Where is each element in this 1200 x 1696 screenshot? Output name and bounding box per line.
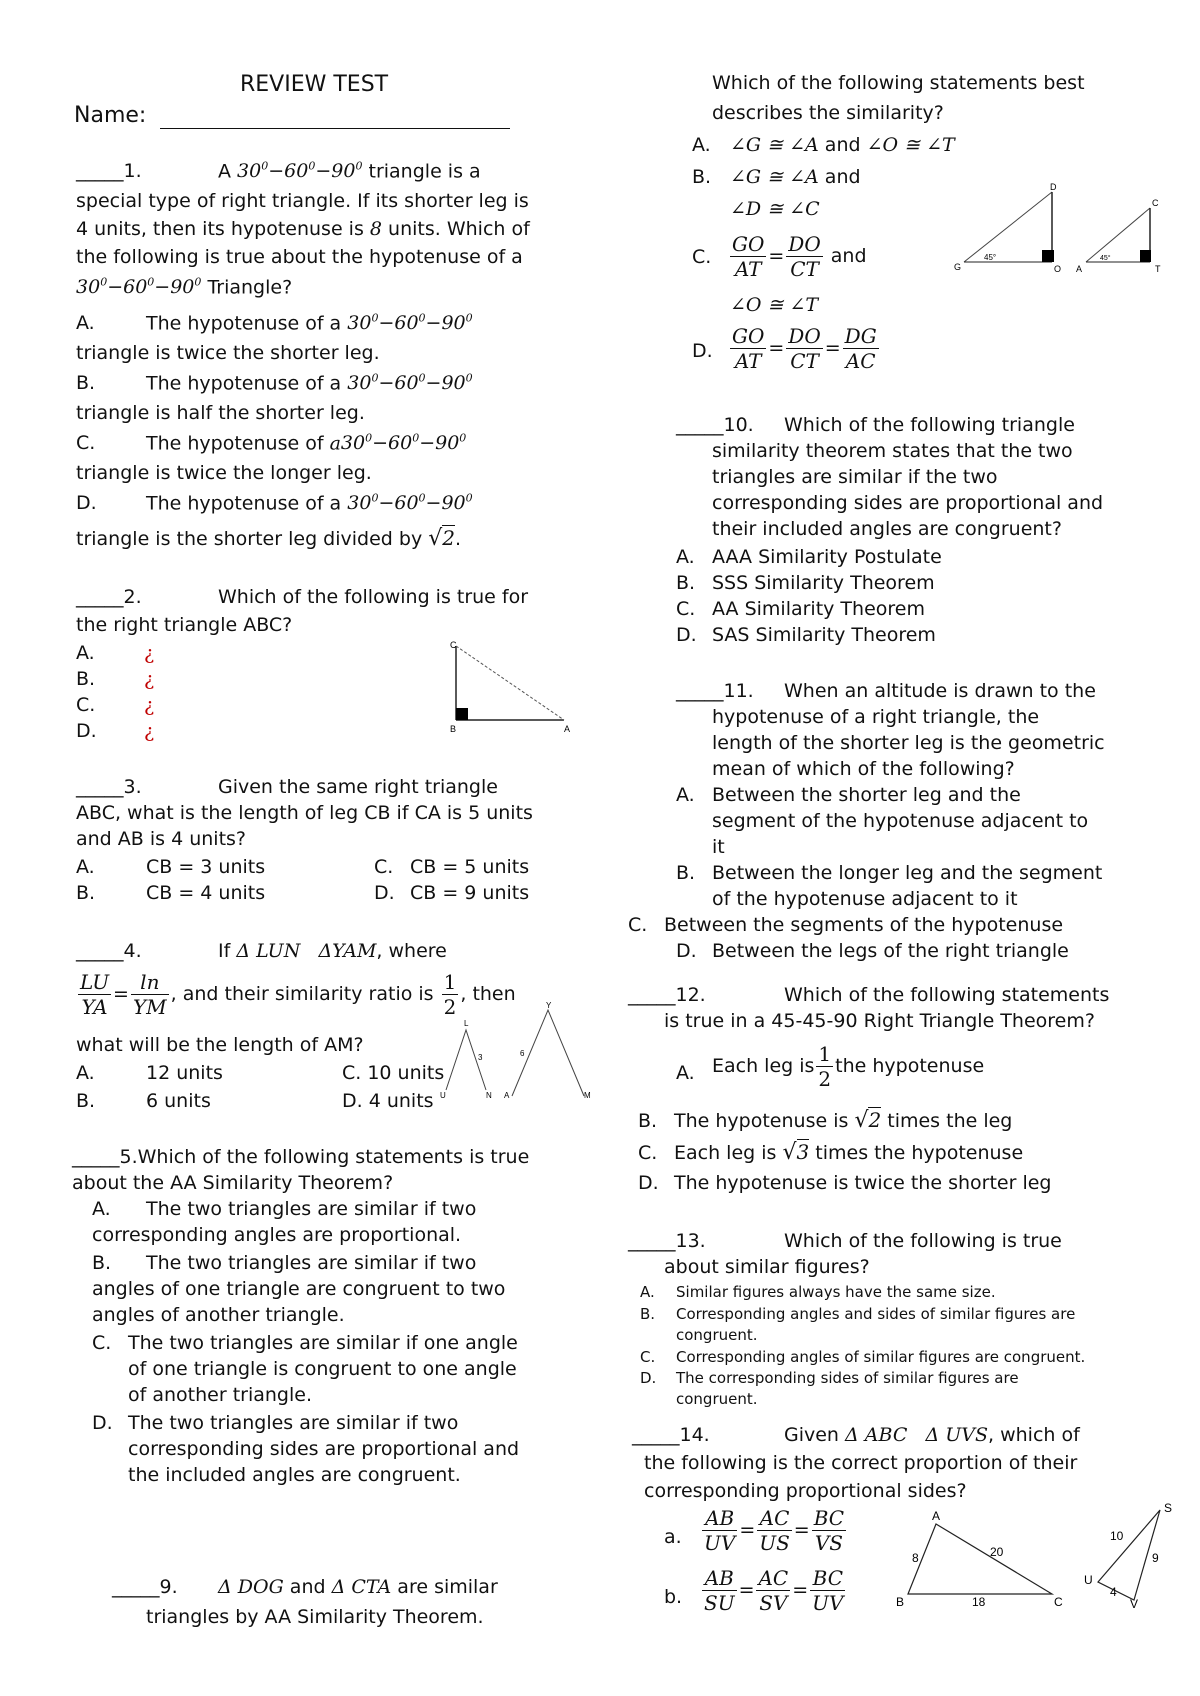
choice-text: $\frac{GO}{AT}$ = $\frac{DO}{CT}$ and: [732, 232, 867, 281]
choice-letter[interactable]: B.: [676, 862, 696, 884]
choice-text: corresponding sides are proportional and: [128, 1438, 520, 1460]
q14-stem-line1: Given Δ ABC Δ UVS, which of: [784, 1424, 1080, 1446]
choice-letter[interactable]: b.: [664, 1586, 683, 1608]
choice-letter[interactable]: C.: [638, 1142, 658, 1164]
choice-text: ∠G ≅ ∠A and: [730, 166, 861, 188]
q3-stem-line2: ABC, what is the length of leg CB if CA is 5 units: [76, 802, 533, 824]
choice-letter[interactable]: A.: [676, 1062, 695, 1084]
vertex-label: B: [450, 724, 457, 734]
choice-text: Between the shorter leg and the: [712, 784, 1021, 806]
choice-letter[interactable]: D.: [692, 340, 713, 362]
svg-text:4: 4: [1110, 1585, 1117, 1599]
choice-letter[interactable]: C.: [76, 432, 96, 454]
choice-text: AAA Similarity Postulate: [712, 546, 942, 568]
svg-text:10: 10: [1110, 1529, 1124, 1543]
svg-text:L: L: [464, 1019, 469, 1028]
choice-letter[interactable]: D.: [640, 1369, 657, 1387]
choice-text: ∠O ≅ ∠T: [730, 294, 819, 316]
choice-text: of the hypotenuse adjacent to it: [712, 888, 1018, 910]
svg-text:C: C: [1152, 198, 1159, 208]
choice-text: Each leg is √3 times the hypotenuse: [674, 1140, 1024, 1165]
choice-text: triangle is twice the shorter leg.: [76, 342, 380, 364]
svg-text:D: D: [1050, 182, 1057, 192]
q12-stem: is true in a 45-45-90 Right Triangle Theorem?: [664, 1010, 1095, 1032]
triangle-abc-figure: [886, 1508, 1066, 1608]
choice-letter[interactable]: A.: [676, 784, 695, 806]
choice-text: Similar figures always have the same size.: [676, 1283, 996, 1301]
choice-text: ∠G ≅ ∠A and ∠O ≅ ∠T: [730, 134, 955, 156]
choice-letter[interactable]: C.: [76, 694, 96, 716]
svg-text:N: N: [486, 1091, 492, 1100]
svg-text:U: U: [1084, 1573, 1093, 1587]
q12-stem: Which of the following statements: [784, 984, 1110, 1006]
choice-letter[interactable]: D.: [676, 624, 697, 646]
choice-text: The corresponding sides of similar figures are: [676, 1369, 1019, 1387]
svg-text:Y: Y: [546, 1001, 552, 1010]
choice-text: ¿: [144, 668, 155, 690]
q3-stem-line3: and AB is 4 units?: [76, 828, 246, 850]
choice-text: The hypotenuse is √2 times the leg: [674, 1108, 1013, 1133]
choice-text: of one triangle is congruent to one angle: [128, 1358, 517, 1380]
triangle-uvs-figure: [1074, 1500, 1184, 1610]
choice-text: CB = 9 units: [410, 882, 530, 904]
svg-text:A: A: [504, 1091, 510, 1100]
q13-stem: about similar figures?: [664, 1256, 870, 1278]
choice-letter[interactable]: B.: [92, 1252, 112, 1274]
choice-letter[interactable]: B.: [692, 166, 712, 188]
q4-stem-line1: If Δ LUN ΔYAM, where: [218, 940, 447, 962]
answer-blank[interactable]: _____10.: [676, 414, 754, 436]
q11-stem: length of the shorter leg is the geometric: [712, 732, 1105, 754]
choice-letter[interactable]: D.: [76, 492, 97, 514]
vertex-label: A: [564, 724, 571, 734]
choice-text: Between the legs of the right triangle: [712, 940, 1069, 962]
choice-text: $\frac{GO}{AT}$ = $\frac{DO}{CT}$ = $\frac{DG}{AC}$: [732, 324, 877, 373]
q3-stem-line1: Given the same right triangle: [218, 776, 498, 798]
choice-text: ¿: [144, 720, 155, 742]
choice-letter[interactable]: C.: [640, 1348, 656, 1366]
q9-stem-line4: describes the similarity?: [712, 102, 944, 124]
choice-text: $\frac{AB}{SU}$ = $\frac{AC}{SV}$ = $\frac{BC}{UV}$: [704, 1566, 844, 1615]
choice-text: SAS Similarity Theorem: [712, 624, 936, 646]
choice-text: segment of the hypotenuse adjacent to: [712, 810, 1089, 832]
q1-stem-line5: $30^0-60^0-90^0$ Triangle?: [76, 276, 293, 299]
answer-blank[interactable]: _____5.Which of the following statements is true: [72, 1146, 530, 1168]
q10-stem: corresponding sides are proportional and: [712, 492, 1104, 514]
answer-blank[interactable]: _____3.: [76, 776, 142, 798]
q13-stem: Which of the following is true: [784, 1230, 1062, 1252]
triangles-lun-yam-figure: [436, 1000, 596, 1100]
q14-stem-line2: the following is the correct proportion of their: [644, 1452, 1078, 1474]
right-triangle-abc-figure: [440, 636, 580, 736]
choice-letter[interactable]: A.: [76, 856, 95, 878]
choice-text: The two triangles are similar if two: [128, 1412, 459, 1434]
choice-letter[interactable]: C.: [692, 246, 712, 268]
choice-text: ¿: [144, 694, 155, 716]
choice-text: CB = 5 units: [410, 856, 530, 878]
triangles-dog-cta-figure: [950, 182, 1174, 278]
choice-text: Each leg is $\frac{1}{2}$ the hypotenuse: [712, 1042, 985, 1091]
q4-stem-line3: what will be the length of AM?: [76, 1034, 364, 1056]
svg-text:18: 18: [972, 1595, 986, 1608]
choice-text: congruent.: [676, 1390, 758, 1408]
choice-letter[interactable]: B.: [640, 1305, 656, 1323]
choice-letter[interactable]: D.: [676, 940, 697, 962]
choice-text: of another triangle.: [128, 1384, 312, 1406]
answer-blank[interactable]: _____13.: [628, 1230, 706, 1252]
choice-text: The hypotenuse is twice the shorter leg: [674, 1172, 1052, 1194]
choice-text: it: [712, 836, 725, 858]
choice-text: The hypotenuse of a $30^0-60^0-90^0$: [146, 312, 473, 335]
q10-stem: Which of the following triangle: [784, 414, 1075, 436]
svg-text:O: O: [1054, 264, 1062, 274]
choice-text: congruent.: [676, 1326, 758, 1344]
choice-letter[interactable]: A.: [92, 1198, 111, 1220]
q4-stem-line2: $\frac{LU}{YA}$ = $\frac{\ln}{YM}$ , and their similarity ratio is $\frac{1}{2}$ , then: [80, 970, 516, 1019]
answer-blank[interactable]: _____14.: [632, 1424, 710, 1446]
svg-text:B: B: [896, 1595, 905, 1608]
choice-letter[interactable]: a.: [664, 1526, 682, 1548]
choice-letter[interactable]: B.: [76, 1090, 96, 1112]
answer-blank[interactable]: _____11.: [676, 680, 754, 702]
q11-stem: mean of which of the following?: [712, 758, 1015, 780]
choice-letter[interactable]: B.: [676, 572, 696, 594]
svg-text:9: 9: [1152, 1551, 1159, 1565]
choice-text: ¿: [144, 642, 155, 664]
vertex-label: C: [450, 640, 457, 650]
choice-text: The two triangles are similar if two: [146, 1252, 477, 1274]
q11-stem: When an altitude is drawn to the: [784, 680, 1096, 702]
q1-stem-line2: special type of right triangle. If its shorter leg is: [76, 190, 529, 212]
svg-text:S: S: [1164, 1501, 1173, 1515]
choice-text[interactable]: D. 4 units: [342, 1090, 434, 1112]
svg-text:A: A: [932, 1509, 941, 1523]
choice-letter[interactable]: B.: [76, 882, 96, 904]
choice-text: CB = 4 units: [146, 882, 266, 904]
q9-stem-line2: triangles by AA Similarity Theorem.: [146, 1606, 484, 1628]
choice-letter[interactable]: C.: [92, 1332, 112, 1354]
choice-text: 6 units: [146, 1090, 211, 1112]
choice-letter[interactable]: A.: [76, 642, 95, 664]
q1-stem-line3: 4 units, then its hypotenuse is 8 units. Which of: [76, 218, 530, 240]
choice-letter[interactable]: D.: [374, 882, 395, 904]
choice-text: Between the longer leg and the segment: [712, 862, 1103, 884]
svg-text:V: V: [1130, 1597, 1139, 1610]
choice-text: The hypotenuse of $a30^0-60^0-90^0$: [146, 432, 467, 455]
choice-letter[interactable]: D.: [76, 720, 97, 742]
choice-text: $\frac{AB}{UV}$ = $\frac{AC}{US}$ = $\frac{BC}{VS}$: [704, 1506, 845, 1555]
choice-text: Corresponding angles and sides of similar figures are: [676, 1305, 1076, 1323]
name-field[interactable]: [160, 128, 510, 129]
svg-text:M: M: [584, 1091, 591, 1100]
choice-letter[interactable]: C.: [374, 856, 394, 878]
svg-text:45°: 45°: [984, 253, 997, 262]
choice-text[interactable]: C. 10 units: [342, 1062, 445, 1084]
svg-text:8: 8: [912, 1551, 919, 1565]
name-label: Name:: [74, 103, 147, 128]
svg-text:G: G: [954, 262, 962, 272]
answer-blank[interactable]: _____2.: [76, 586, 142, 608]
q14-stem-line3: corresponding proportional sides?: [644, 1480, 967, 1502]
choice-letter[interactable]: D.: [92, 1412, 113, 1434]
page-title: REVIEW TEST: [240, 72, 389, 97]
choice-text: angles of another triangle.: [92, 1304, 345, 1326]
choice-text: CB = 3 units: [146, 856, 266, 878]
choice-letter[interactable]: C.: [676, 598, 696, 620]
svg-text:6: 6: [520, 1049, 525, 1058]
question-number: 1.: [123, 160, 142, 182]
choice-text: triangle is twice the longer leg.: [76, 462, 372, 484]
q1-stem-line1: A $30^0-60^0-90^0$ triangle is a: [218, 160, 481, 183]
choice-text: corresponding angles are proportional.: [92, 1224, 462, 1246]
answer-blank[interactable]: _____12.: [628, 984, 706, 1006]
choice-text: triangle is half the shorter leg.: [76, 402, 365, 424]
q9-stem-line1: Δ DOG and Δ CTA are similar: [218, 1576, 498, 1598]
choice-text: The two triangles are similar if two: [146, 1198, 477, 1220]
svg-text:A: A: [1076, 264, 1083, 274]
q5-stem-line2: about the AA Similarity Theorem?: [72, 1172, 394, 1194]
svg-text:3: 3: [478, 1053, 483, 1062]
answer-blank[interactable]: _____4.: [76, 940, 142, 962]
svg-text:U: U: [440, 1091, 446, 1100]
choice-letter[interactable]: A.: [76, 1062, 95, 1084]
choice-letter[interactable]: B.: [76, 668, 96, 690]
q11-stem: hypotenuse of a right triangle, the: [712, 706, 1040, 728]
choice-letter[interactable]: B.: [638, 1110, 658, 1132]
choice-letter[interactable]: C.: [628, 914, 648, 936]
choice-text: Corresponding angles of similar figures are congruent.: [676, 1348, 1086, 1366]
svg-text:45°: 45°: [1100, 255, 1111, 262]
choice-letter[interactable]: A.: [76, 312, 95, 334]
choice-letter[interactable]: B.: [76, 372, 96, 394]
choice-letter[interactable]: A.: [692, 134, 711, 156]
svg-text:20: 20: [990, 1545, 1004, 1559]
choice-text: The hypotenuse of a $30^0-60^0-90^0$: [146, 372, 473, 395]
q10-stem: their included angles are congruent?: [712, 518, 1062, 540]
choice-text: The two triangles are similar if one angle: [128, 1332, 518, 1354]
choice-text: SSS Similarity Theorem: [712, 572, 935, 594]
q9-stem-line3: Which of the following statements best: [712, 72, 1085, 94]
q10-stem: similarity theorem states that the two: [712, 440, 1073, 462]
choice-text: triangle is the shorter leg divided by √2.: [76, 526, 462, 551]
choice-text: Between the segments of the hypotenuse: [664, 914, 1064, 936]
choice-letter[interactable]: A.: [676, 546, 695, 568]
svg-text:T: T: [1155, 264, 1161, 274]
answer-blank[interactable]: _____1.: [76, 160, 142, 182]
q2-stem-line1: Which of the following is true for: [218, 586, 529, 608]
q10-stem: triangles are similar if the two: [712, 466, 998, 488]
svg-text:C: C: [1054, 1595, 1063, 1608]
choice-text: The hypotenuse of a $30^0-60^0-90^0$: [146, 492, 473, 515]
choice-letter[interactable]: D.: [638, 1172, 659, 1194]
answer-blank[interactable]: _____9.: [112, 1576, 178, 1598]
choice-text: 12 units: [146, 1062, 223, 1084]
choice-letter[interactable]: A.: [640, 1283, 655, 1301]
choice-text: AA Similarity Theorem: [712, 598, 925, 620]
q2-stem-line2: the right triangle ABC?: [76, 614, 293, 636]
choice-text: the included angles are congruent.: [128, 1464, 461, 1486]
q1-stem-line4: the following is true about the hypotenuse of a: [76, 246, 523, 268]
choice-text: ∠D ≅ ∠C: [730, 198, 820, 220]
choice-text: angles of one triangle are congruent to two: [92, 1278, 506, 1300]
